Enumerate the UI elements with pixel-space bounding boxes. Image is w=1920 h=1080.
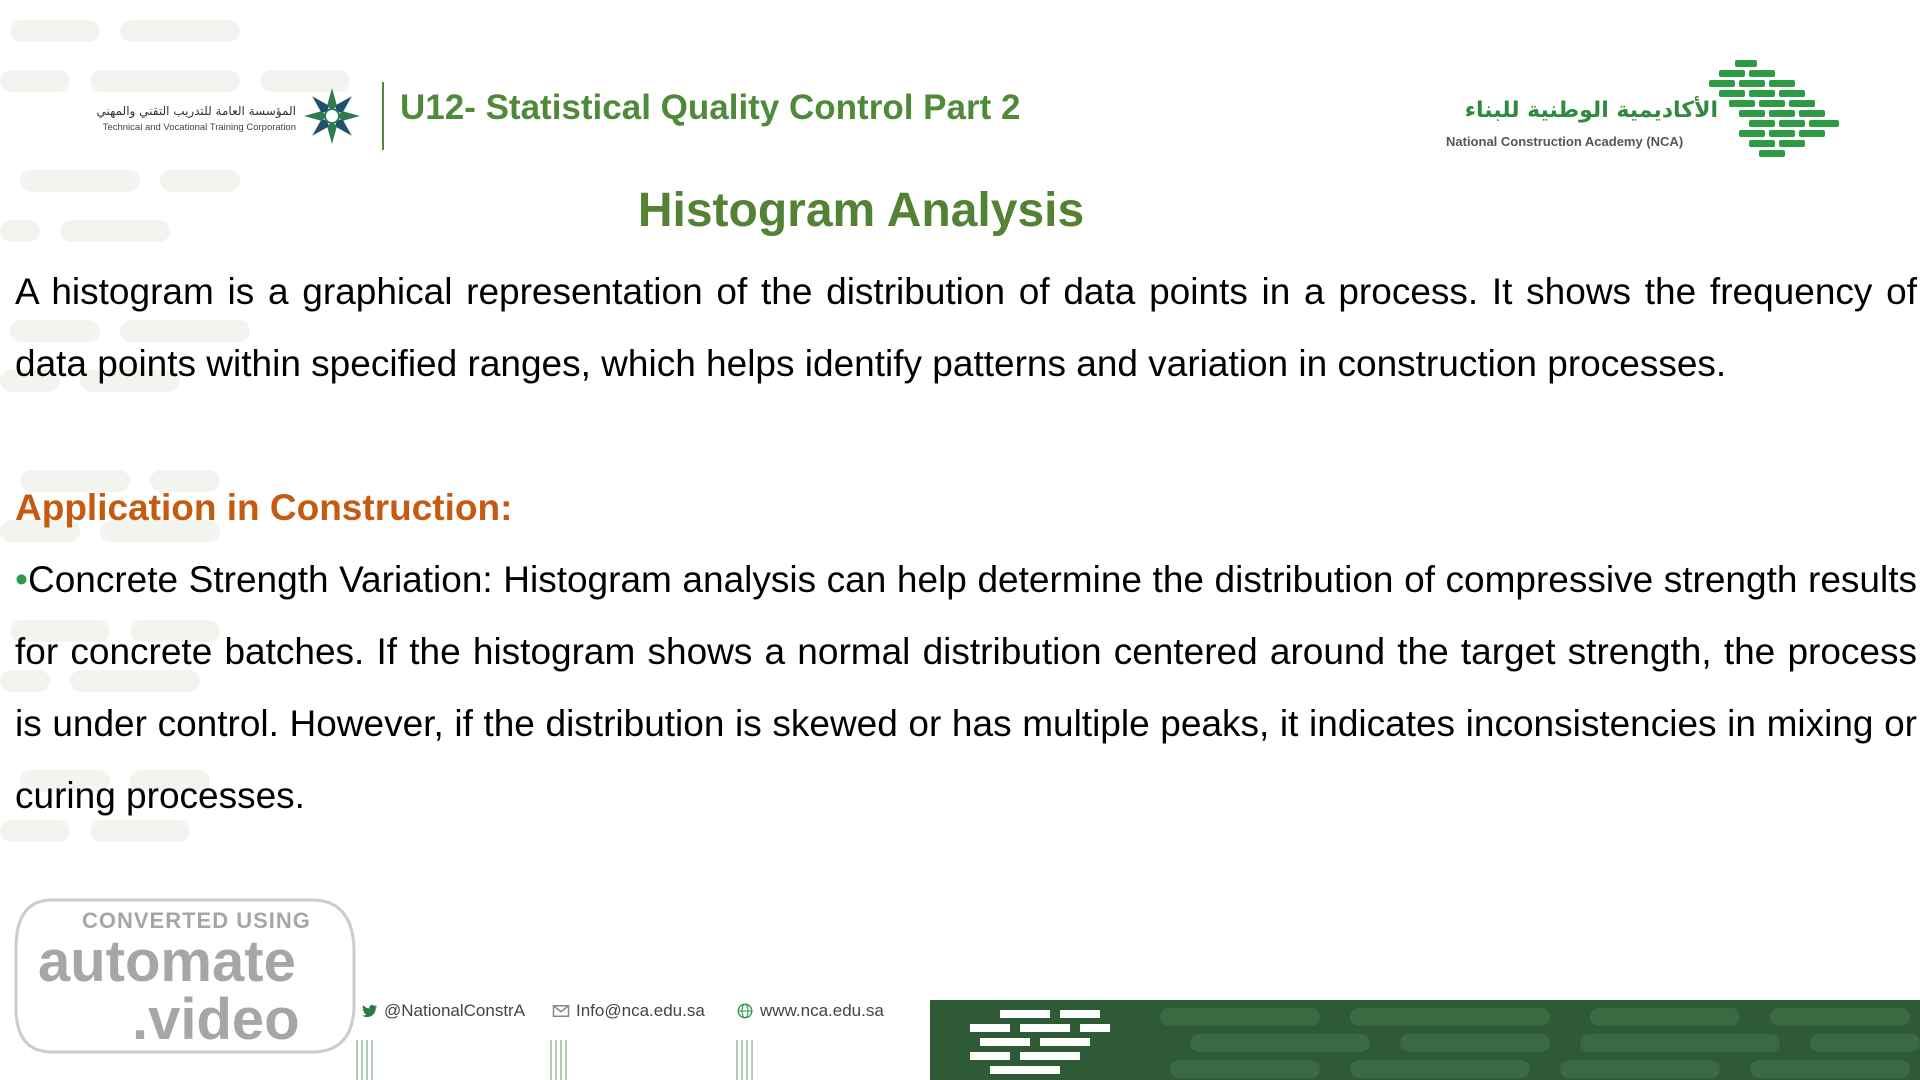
footer-tick-marks-2 xyxy=(548,1040,570,1080)
watermark-line-2: automate xyxy=(38,929,296,994)
watermark-line-1: CONVERTED USING xyxy=(82,908,311,933)
globe-icon xyxy=(736,1002,754,1020)
footer-tick-marks-3 xyxy=(734,1040,756,1080)
footer-tick-marks-1 xyxy=(354,1040,376,1080)
footer-green-band xyxy=(930,1000,1920,1080)
nca-brick-icon xyxy=(1705,58,1847,166)
header-divider xyxy=(382,82,384,150)
slide-title: Histogram Analysis xyxy=(637,184,1085,237)
twitter-icon xyxy=(360,1002,378,1020)
tvtc-logo-arabic-text: المؤسسة العامة للتدريب التقني والمهني xyxy=(96,104,296,118)
email-icon xyxy=(552,1002,570,1020)
section-heading: Application in Construction: xyxy=(15,487,513,528)
website-url: www.nca.edu.sa xyxy=(760,1001,884,1020)
nca-logo-arabic-text: الأكاديمية الوطنية للبناء xyxy=(1464,98,1718,123)
footer-email[interactable] xyxy=(552,998,705,1024)
watermark-line-3: .video xyxy=(132,987,300,1052)
bullet-paragraph xyxy=(15,544,1917,832)
bullet-marker: • xyxy=(15,559,28,600)
tvtc-logo xyxy=(92,82,362,154)
twitter-handle: @NationalConstrA xyxy=(384,1001,526,1020)
footer-twitter[interactable] xyxy=(360,998,525,1024)
course-title: U12- Statistical Quality Control Part 2 xyxy=(400,88,1021,127)
footer-website[interactable] xyxy=(736,998,884,1024)
tvtc-star-icon xyxy=(302,82,362,154)
intro-paragraph: A histogram is a graphical representation of the distribution of data points in a process. It shows the frequency of data points within specified ranges, which helps identify patterns and variation in construction processes. xyxy=(15,271,1917,384)
tvtc-logo-english-text: Technical and Vocational Training Corporation xyxy=(102,122,296,133)
email-address: Info@nca.edu.sa xyxy=(576,1001,705,1020)
bullet-text: Concrete Strength Variation: Histogram analysis can help determine the distribution of compressive strength results for concrete batches. If the histogram shows a normal distribution centered around the target strength, the process is under control. However, if the distribution is skewed or has multiple peaks, it indicates inconsistencies in mixing or curing processes. xyxy=(15,559,1917,816)
converter-watermark xyxy=(12,888,358,1058)
nca-logo-english-text: National Construction Academy (NCA) xyxy=(1446,134,1684,149)
nca-logo xyxy=(1440,58,1850,168)
